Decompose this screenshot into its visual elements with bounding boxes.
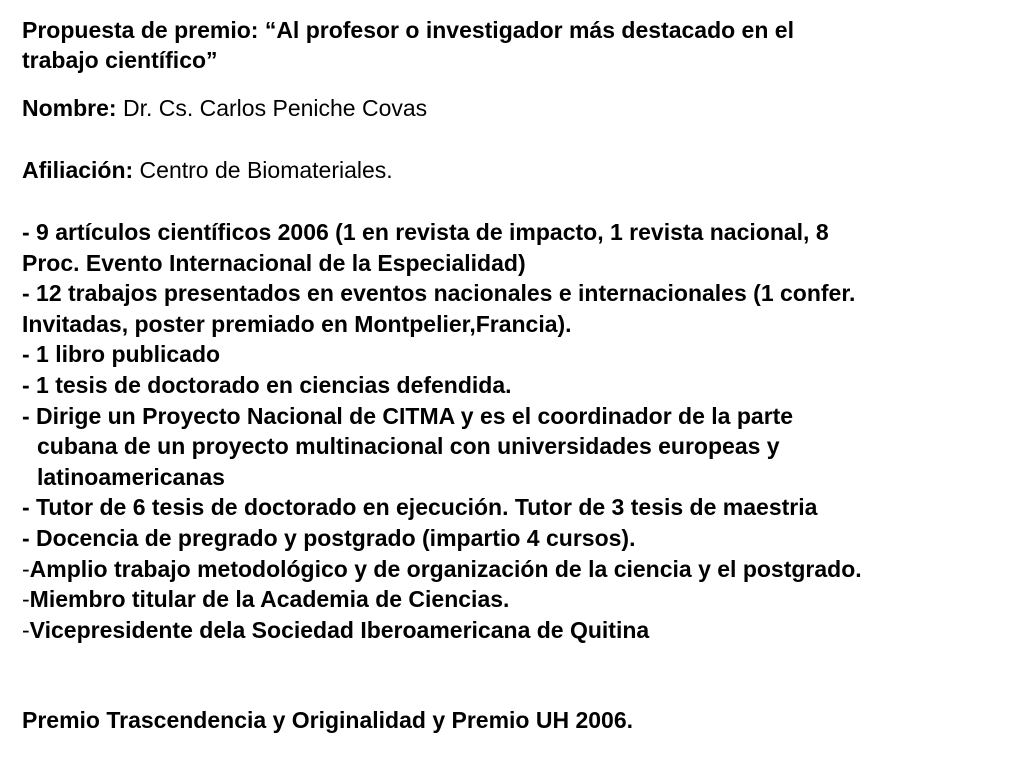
- achievement-book: - 1 libro publicado: [22, 341, 221, 368]
- affiliation-label: Afiliación:: [22, 157, 134, 183]
- achievement-project-line-1: - Dirige un Proyecto Nacional de CITMA y es el coordinador de la parte: [22, 402, 794, 429]
- achievements-list: [22, 217, 1002, 645]
- achievement-articles-line-2: Proc. Evento Internacional de la Especialidad): [22, 249, 526, 276]
- name-value: Dr. Cs. Carlos Peniche Covas: [116, 95, 428, 121]
- achievement-vicepresident: [22, 615, 1002, 646]
- achievement-academy: [22, 584, 1002, 615]
- achievement-project-line-3: latinoamericanas: [37, 463, 225, 490]
- achievement-tutor: - Tutor de 6 tesis de doctorado en ejecución. Tutor de 3 tesis de maestria: [22, 494, 818, 521]
- dash-marker: -: [22, 586, 30, 613]
- achievement-methodology: [22, 554, 1002, 585]
- name-label: Nombre:: [22, 95, 117, 121]
- award-line: Premio Trascendencia y Originalidad y Premio UH 2006.: [22, 707, 634, 733]
- achievement-presentations-line-1: - 12 trabajos presentados en eventos nacionales e internacionales (1 confer.: [22, 280, 856, 307]
- slide-content: [22, 15, 1002, 733]
- dash-marker: -: [22, 555, 30, 582]
- affiliation-field: [22, 155, 1002, 185]
- title-line-1: Propuesta de premio: “Al profesor o investigador más destacado en el: [22, 17, 794, 43]
- achievement-vicepresident-text: Vicepresidente dela Sociedad Iberoamericana de Quitina: [29, 616, 650, 643]
- achievement-academy-text: Miembro titular de la Academia de Ciencias.: [29, 586, 510, 613]
- achievement-articles-line-1: - 9 artículos científicos 2006 (1 en revista de impacto, 1 revista nacional, 8: [22, 219, 829, 245]
- achievement-presentations-line-2: Invitadas, poster premiado en Montpelier,Francia).: [22, 310, 572, 337]
- achievement-methodology-text: Amplio trabajo metodológico y de organización de la ciencia y el postgrado.: [29, 555, 862, 582]
- achievement-project-line-2: cubana de un proyecto multinacional con universidades europeas y: [37, 433, 780, 460]
- affiliation-value: Centro de Biomateriales.: [133, 157, 393, 183]
- name-field: [22, 93, 1002, 123]
- achievement-teaching: - Docencia de pregrado y postgrado (impartio 4 cursos).: [22, 524, 636, 551]
- achievement-thesis: - 1 tesis de doctorado en ciencias defendida.: [22, 371, 512, 398]
- slide-title: [22, 15, 1002, 75]
- dash-marker: -: [22, 616, 30, 643]
- title-line-2: trabajo científico”: [22, 47, 218, 73]
